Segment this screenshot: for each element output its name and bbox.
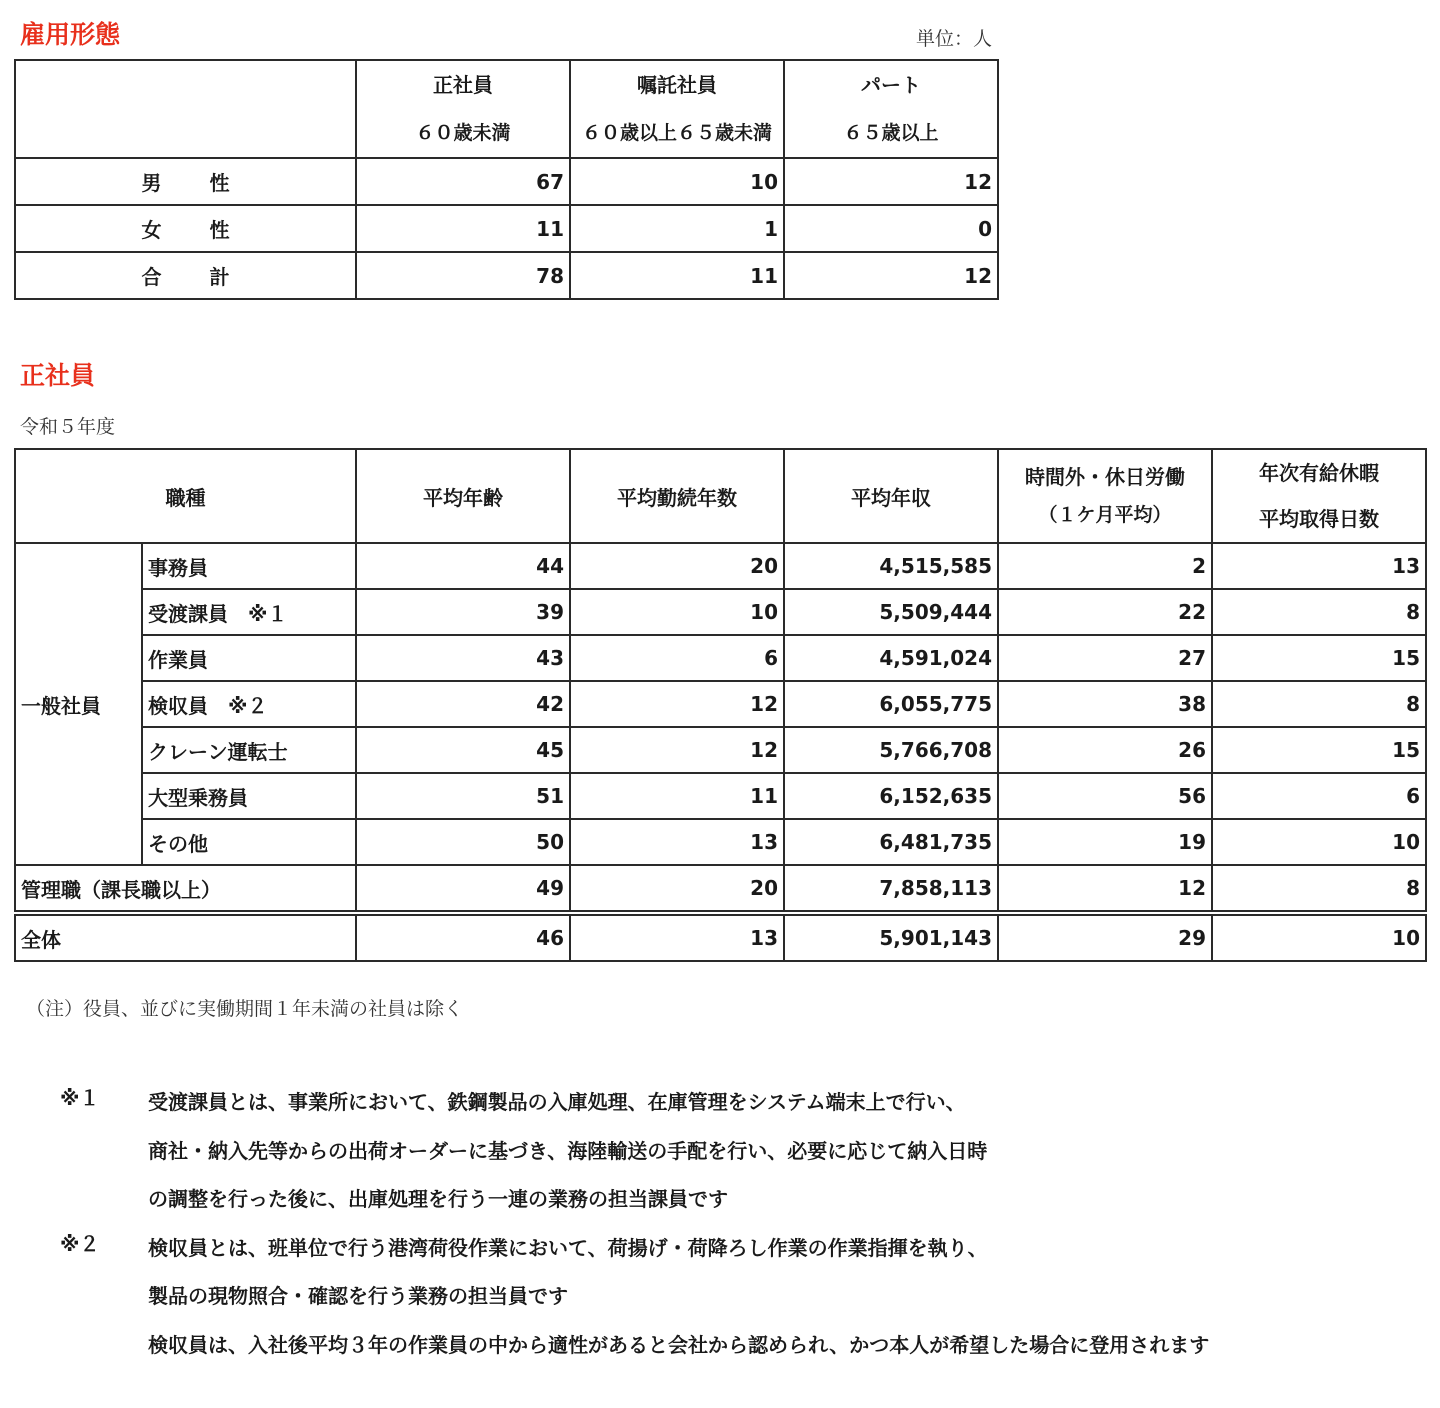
table-row — [15, 773, 1426, 819]
table-cell: 43 — [356, 635, 570, 681]
col-parttime-name: パート — [861, 73, 921, 97]
footnote-1 — [60, 1082, 1420, 1228]
table-row — [15, 819, 1426, 865]
row-label-male — [15, 158, 356, 205]
fiscal-year-label: 令和５年度 — [20, 416, 116, 438]
header-avg-tenure: 平均勤続年数 — [570, 449, 784, 543]
total-row — [15, 913, 1426, 961]
regular-header-row — [15, 449, 1426, 543]
table-cell: 5,901,143 — [784, 913, 998, 961]
table-cell: 8 — [1212, 589, 1426, 635]
row-label-female-a: 女 — [141, 218, 162, 242]
table-cell: 7,858,113 — [784, 865, 998, 913]
table-cell: 12 — [998, 865, 1212, 913]
table-cell: 12 — [784, 252, 998, 299]
job-label: 大型乗務員 — [142, 773, 356, 819]
row-label-total — [15, 252, 356, 299]
table-cell: 38 — [998, 681, 1212, 727]
table-cell: 5,509,444 — [784, 589, 998, 635]
table-cell: 2 — [998, 543, 1212, 589]
table-cell: 6,055,775 — [784, 681, 998, 727]
job-label: その他 — [142, 819, 356, 865]
row-label-male-a: 男 — [141, 171, 162, 195]
manager-label: 管理職（課長職以上） — [15, 865, 356, 913]
table-cell: 12 — [570, 681, 784, 727]
table-cell: 15 — [1212, 727, 1426, 773]
table-row — [15, 635, 1426, 681]
job-label: 受渡課員 ※１ — [142, 589, 356, 635]
table-cell: 6 — [1212, 773, 1426, 819]
footnote-1-marker: ※１ — [60, 1086, 100, 1110]
table-cell: 4,515,585 — [784, 543, 998, 589]
row-label-female-b: 性 — [209, 218, 230, 242]
footnote-line: 製品の現物照合・確認を行う業務の担当員です — [148, 1284, 568, 1308]
employment-header-blank — [15, 60, 356, 158]
col-regular-name: 正社員 — [433, 73, 493, 97]
header-leave-line2: 平均取得日数 — [1259, 507, 1379, 531]
table-cell: 13 — [570, 819, 784, 865]
employment-section-title: 雇用形態 — [20, 20, 121, 49]
footnote-line: 検収員は、入社後平均３年の作業員の中から適性があると会社から認められ、かつ本人が希望した場合に登用されます — [148, 1332, 1210, 1357]
table-cell: 8 — [1212, 865, 1426, 913]
employment-table — [14, 59, 999, 300]
table-cell: 29 — [998, 913, 1212, 961]
table-cell: 51 — [356, 773, 570, 819]
table-cell: 39 — [356, 589, 570, 635]
header-overtime-line1: 時間外・休日労働 — [1025, 465, 1185, 489]
footnote-line: 検収員とは、班単位で行う港湾荷役作業において、荷揚げ・荷降ろし作業の作業指揮を執り、 — [148, 1235, 988, 1260]
job-label: 検収員 ※２ — [142, 681, 356, 727]
header-paid-leave — [1212, 449, 1426, 543]
footnote-line: 受渡課員とは、事業所において、鉄鋼製品の入庫処理、在庫管理をシステム端末上で行い、 — [148, 1090, 966, 1114]
table-cell: 27 — [998, 635, 1212, 681]
table-cell: 10 — [570, 589, 784, 635]
footnotes — [60, 1082, 1420, 1373]
header-avg-age: 平均年齢 — [356, 449, 570, 543]
table-row — [15, 681, 1426, 727]
table-cell: 49 — [356, 865, 570, 913]
col-regular-age: ６０歳未満 — [415, 122, 511, 144]
employment-row-female — [15, 205, 998, 252]
row-label-female — [15, 205, 356, 252]
table-cell: 15 — [1212, 635, 1426, 681]
table-cell: 13 — [1212, 543, 1426, 589]
table-cell: 6,152,635 — [784, 773, 998, 819]
table-row — [15, 543, 1426, 589]
employment-col-parttime — [784, 60, 998, 158]
employment-row-total — [15, 252, 998, 299]
total-label: 全体 — [15, 913, 356, 961]
header-job: 職種 — [15, 449, 356, 543]
header-overtime — [998, 449, 1212, 543]
job-label: クレーン運転士 — [142, 727, 356, 773]
row-label-total-b: 計 — [209, 265, 230, 289]
job-label: 事務員 — [142, 543, 356, 589]
table-cell: 26 — [998, 727, 1212, 773]
table-cell: 10 — [1212, 819, 1426, 865]
table-cell: 45 — [356, 727, 570, 773]
footnote-2-marker: ※２ — [60, 1231, 100, 1256]
manager-row — [15, 865, 1426, 913]
footnote-line: 商社・納入先等からの出荷オーダーに基づき、海陸輸送の手配を行い、必要に応じて納入日時 — [148, 1138, 988, 1163]
col-parttime-age: ６５歳以上 — [843, 122, 939, 144]
header-avg-income: 平均年収 — [784, 449, 998, 543]
table-cell: 50 — [356, 819, 570, 865]
table-cell: 19 — [998, 819, 1212, 865]
header-leave-line1: 年次有給休暇 — [1259, 461, 1379, 485]
employment-col-regular — [356, 60, 570, 158]
header-overtime-line2: （１ケ月平均） — [1038, 504, 1172, 526]
job-label: 作業員 — [142, 635, 356, 681]
employment-header-row — [15, 60, 998, 158]
table-cell: 56 — [998, 773, 1212, 819]
regular-employee-table — [14, 448, 1427, 962]
col-contract-name: 嘱託社員 — [637, 73, 717, 97]
footnote-line: の調整を行った後に、出庫処理を行う一連の業務の担当課員です — [148, 1187, 728, 1211]
row-label-male-b: 性 — [209, 171, 230, 195]
group-label-general: 一般社員 — [15, 543, 142, 865]
employment-row-male — [15, 158, 998, 205]
table-cell: 22 — [998, 589, 1212, 635]
table-cell: 5,766,708 — [784, 727, 998, 773]
table-cell: 11 — [570, 252, 784, 299]
table-cell: 11 — [570, 773, 784, 819]
table-cell: 12 — [570, 727, 784, 773]
table-cell: 11 — [356, 205, 570, 252]
table-cell: 42 — [356, 681, 570, 727]
table-cell: 13 — [570, 913, 784, 961]
table-cell: 4,591,024 — [784, 635, 998, 681]
table-cell: 67 — [356, 158, 570, 205]
table-cell: 20 — [570, 543, 784, 589]
table-cell: 8 — [1212, 681, 1426, 727]
table-cell: 46 — [356, 913, 570, 961]
table-row — [15, 589, 1426, 635]
regular-section-title: 正社員 — [20, 361, 96, 390]
table-row — [15, 727, 1426, 773]
col-contract-age: ６０歳以上６５歳未満 — [581, 122, 772, 144]
table-cell: 10 — [570, 158, 784, 205]
table-cell: 1 — [570, 205, 784, 252]
table-cell: 12 — [784, 158, 998, 205]
row-label-total-a: 合 — [141, 265, 162, 289]
table-cell: 6,481,735 — [784, 819, 998, 865]
unit-label: 単位：人 — [915, 28, 992, 50]
table-cell: 78 — [356, 252, 570, 299]
table-cell: 20 — [570, 865, 784, 913]
table-cell: 0 — [784, 205, 998, 252]
table-cell: 44 — [356, 543, 570, 589]
employment-col-contract — [570, 60, 784, 158]
table-cell: 10 — [1212, 913, 1426, 961]
table-cell: 6 — [570, 635, 784, 681]
table-note: （注）役員、並びに実働期間１年未満の社員は除く — [26, 998, 464, 1020]
footnote-2 — [60, 1228, 1420, 1374]
